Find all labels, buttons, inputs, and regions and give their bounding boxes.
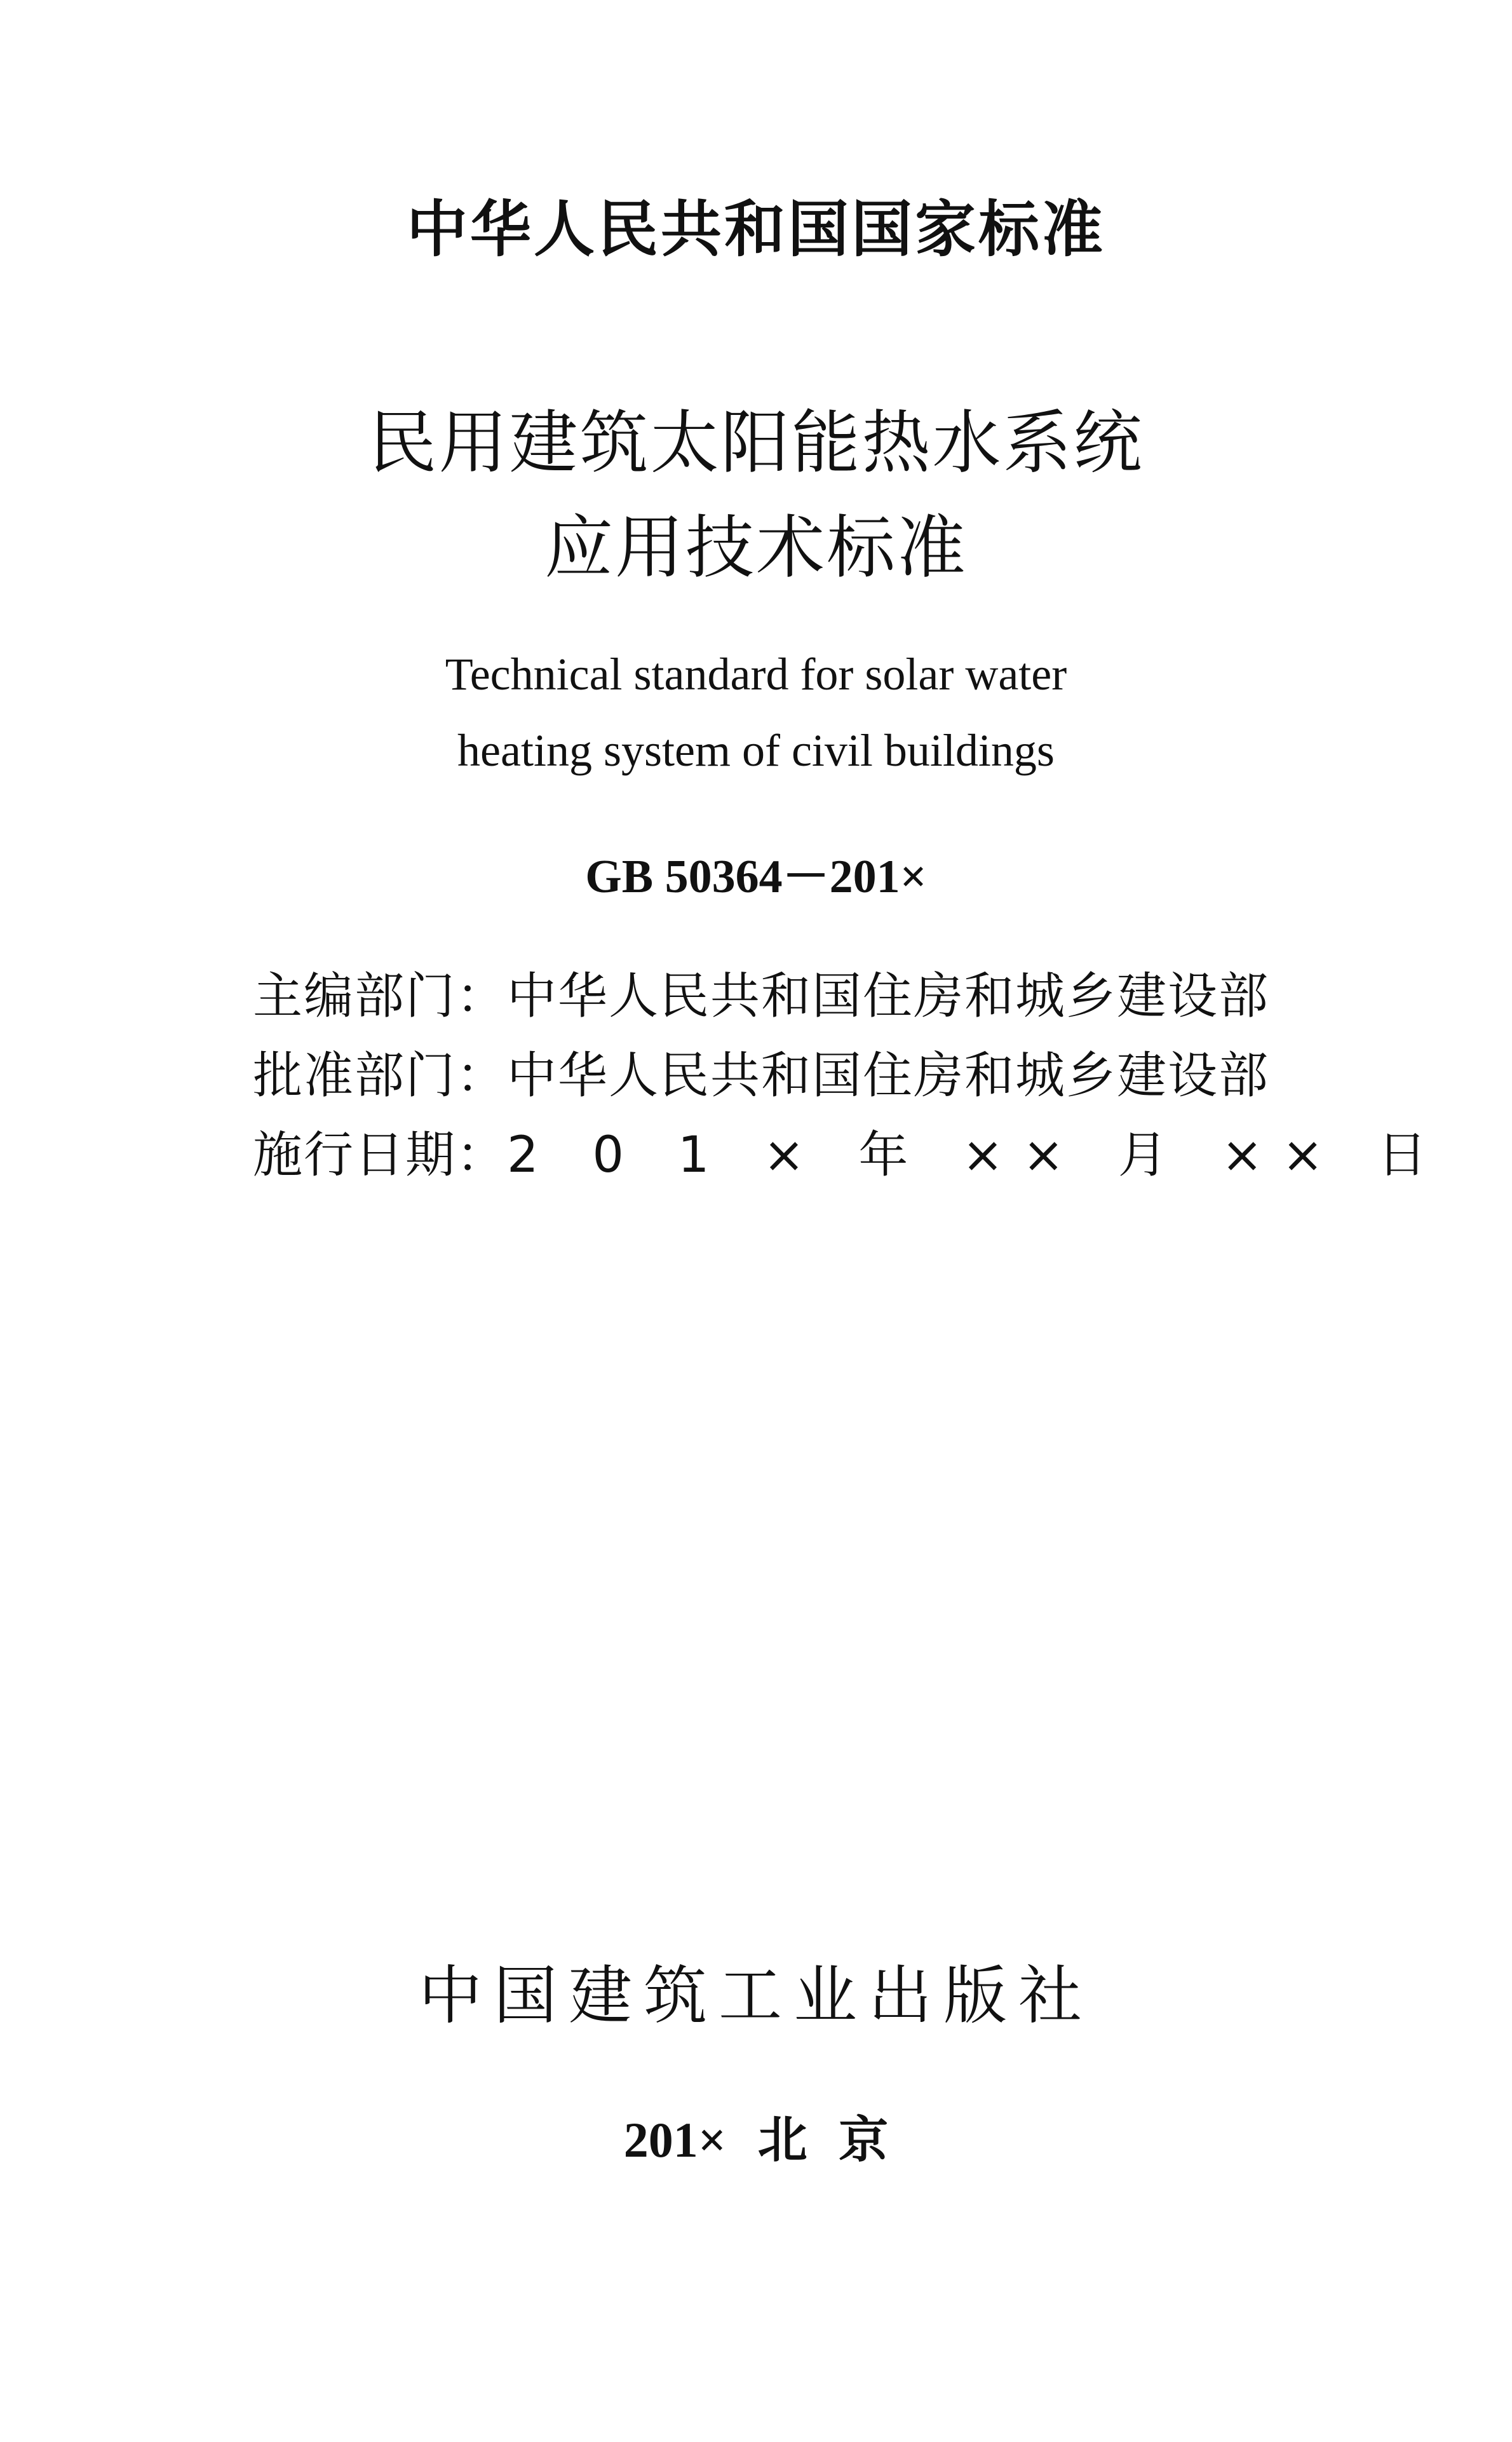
english-title-line-2: heating system of civil buildings: [457, 725, 1055, 776]
publisher-name: 中国建筑工业出版社: [419, 1958, 1093, 2033]
english-title-line-1: Technical standard for solar water: [445, 649, 1067, 700]
national-standard-heading: 中华人民共和国国家标准: [407, 194, 1105, 265]
publication-year-place: 201× 北 京: [623, 2112, 889, 2167]
effective-date-row: [253, 1115, 1446, 1186]
chinese-title-line-2: 应用技术标准: [544, 508, 968, 588]
standard-code: GB 50364－201×: [585, 851, 927, 903]
chinese-title-line-1: 民用建筑太阳能热水系统: [368, 404, 1144, 483]
effective-date-label: 施行日期：: [253, 1127, 508, 1184]
effective-date-value: 2 0 1 × 年 ×× 月 ×× 日: [507, 1127, 1447, 1184]
approving-department: 批准部门：中华人民共和国住房和城乡建设部: [253, 1047, 1270, 1104]
editing-department: 主编部门：中华人民共和国住房和城乡建设部: [253, 968, 1270, 1025]
